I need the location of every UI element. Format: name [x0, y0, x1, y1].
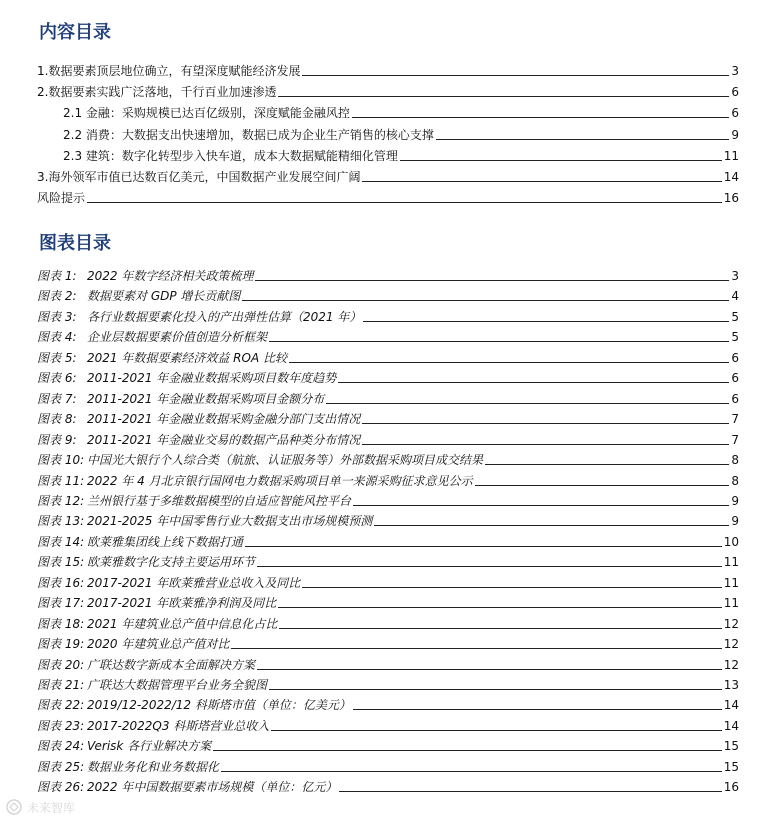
page-number: 11	[723, 555, 739, 570]
figure-entry[interactable]	[37, 633, 739, 652]
page-number: 11	[723, 596, 739, 611]
figure-label: 图表 9:	[37, 432, 77, 447]
figure-entry[interactable]	[37, 285, 739, 304]
figure-label: 图表 21:	[37, 678, 85, 692]
figures-heading: 图表目录	[39, 233, 111, 254]
figure-label: 图表 2:	[37, 289, 77, 304]
watermark-text: 未来智库	[27, 800, 76, 815]
dot-leader	[302, 75, 729, 76]
dot-leader	[352, 117, 729, 118]
figure-entry[interactable]	[37, 306, 739, 325]
dot-leader	[353, 709, 722, 710]
page-number: 15	[723, 759, 739, 774]
figure-label: 图表 19:	[37, 637, 85, 652]
figure-entry[interactable]	[37, 388, 739, 407]
figure-entry[interactable]	[37, 572, 739, 591]
dot-leader	[221, 771, 722, 772]
figure-label: 图表 6:	[37, 371, 77, 386]
figure-entry[interactable]	[37, 470, 739, 489]
page-number: 12	[723, 616, 739, 631]
page-number: 5	[731, 309, 739, 324]
figure-label: 图表 5:	[37, 350, 77, 365]
page-number: 9	[731, 493, 739, 508]
toc-entry-title: 1.数据要素顶层地位确立，有望深度赋能经济发展	[37, 64, 301, 78]
figure-entry-title: 2022 年数字经济相关政策梳理	[87, 269, 254, 283]
figure-label: 图表 1:	[37, 269, 77, 283]
figure-entry-title: 2022 年 4 月北京银行国网电力数据采购项目单一来源采购征求意见公示	[87, 473, 473, 488]
toc-entry[interactable]	[37, 81, 739, 100]
page-number: 12	[723, 657, 739, 672]
figure-label: 图表 12:	[37, 493, 85, 508]
dot-leader	[362, 423, 729, 424]
page-number: 10	[723, 534, 739, 549]
figure-entry-title: 欧莱雅集团线上线下数据打通	[87, 534, 244, 549]
figure-entry-title: 2017-2021 年欧莱雅营业总收入及同比	[87, 575, 301, 590]
figure-label: 图表 26:	[37, 780, 85, 795]
figure-entry[interactable]	[37, 367, 739, 386]
figure-entry[interactable]	[37, 613, 739, 632]
toc-entry[interactable]	[37, 60, 739, 79]
page-number: 4	[731, 289, 739, 304]
figure-entry[interactable]	[37, 776, 739, 795]
dot-leader	[353, 505, 729, 506]
page-number: 5	[731, 330, 739, 345]
figure-entry[interactable]	[37, 449, 739, 468]
figure-label: 图表 14:	[37, 534, 85, 549]
dot-leader	[363, 321, 729, 322]
figure-label: 图表 3:	[37, 309, 77, 324]
figure-entry-title: 2011-2021 年金融业数据采购项目数年度趋势	[87, 371, 337, 386]
figure-label: 图表 18:	[37, 616, 85, 631]
page-number: 15	[723, 739, 739, 754]
dot-leader	[257, 669, 722, 670]
page-number: 8	[731, 453, 739, 468]
page-number: 8	[731, 473, 739, 488]
figure-entry-title: 2021 年建筑业总产值中信息化占比	[87, 616, 278, 631]
page-number: 11	[723, 148, 739, 163]
page-number: 16	[723, 780, 739, 795]
toc-entry[interactable]	[37, 187, 739, 206]
contents-heading: 内容目录	[39, 22, 111, 43]
figure-entry-title: 广联达数字新成本全面解决方案	[87, 657, 256, 672]
dot-leader	[436, 139, 729, 140]
watermark	[5, 796, 125, 818]
page-number: 13	[723, 678, 739, 692]
dot-leader	[362, 181, 721, 182]
dot-leader	[271, 730, 721, 731]
figure-label: 图表 25:	[37, 759, 85, 774]
dot-leader	[302, 587, 721, 588]
page-number: 14	[723, 698, 739, 713]
figure-label: 图表 4:	[37, 330, 77, 345]
toc-entry-title: 2.数据要素实践广泛落地，千行百业加速渗透	[37, 85, 277, 100]
figure-entry-title: 2011-2021 年金融业数据采购项目金额分布	[87, 391, 325, 406]
figure-entry-title: Verisk 各行业解决方案	[87, 739, 212, 754]
toc-entry[interactable]	[63, 145, 739, 164]
figure-label: 图表 17:	[37, 596, 85, 611]
page-number: 9	[731, 514, 739, 529]
dot-leader	[213, 750, 722, 751]
page-number: 6	[731, 371, 739, 386]
toc-entry[interactable]	[63, 124, 739, 143]
figure-label: 图表 8:	[37, 412, 77, 427]
toc-entry[interactable]	[63, 102, 739, 121]
figure-label: 图表 23:	[37, 718, 85, 733]
figure-entry-title: 企业层数据要素价值创造分析框架	[87, 330, 268, 345]
figure-entry[interactable]	[37, 674, 739, 693]
dot-leader	[279, 628, 721, 629]
figure-entry[interactable]	[37, 715, 739, 734]
toc-entry-title: 3.海外领军市值已达数百亿美元，中国数据产业发展空间广阔	[37, 170, 361, 184]
page-number: 9	[731, 127, 739, 142]
figure-entry-title: 各行业数据要素化投入的产出弹性估算（2021 年）	[87, 309, 362, 324]
figure-entry-title: 数据要素对 GDP 增长贡献图	[87, 289, 241, 304]
figure-entry[interactable]	[37, 694, 739, 713]
figure-entry-title: 2020 年建筑业总产值对比	[87, 637, 230, 652]
dot-leader	[338, 382, 729, 383]
toc-entry[interactable]	[37, 166, 739, 185]
dot-leader	[278, 96, 729, 97]
figure-entry-title: 数据业务化和业务数据化	[87, 759, 220, 774]
figure-label: 图表 13:	[37, 514, 85, 529]
dot-leader	[374, 525, 729, 526]
page-number: 14	[723, 718, 739, 733]
figure-label: 图表 10:	[37, 453, 85, 468]
page-number: 3	[731, 64, 739, 78]
page-number: 7	[731, 432, 739, 447]
dot-leader	[289, 362, 729, 363]
figure-entry-title: 2011-2021 年金融业数据采购金融分部门支出情况	[87, 412, 361, 427]
page-number: 16	[723, 191, 739, 206]
dot-leader	[475, 485, 730, 486]
page-number: 11	[723, 575, 739, 590]
figure-label: 图表 11:	[37, 473, 85, 488]
figure-entry-title: 2022 年中国数据要素市场规模（单位：亿元）	[87, 780, 338, 795]
figure-label: 图表 22:	[37, 698, 85, 713]
figure-entry-title: 2021-2025 年中国零售行业大数据支出市场规模预测	[87, 514, 373, 529]
dot-leader	[339, 791, 721, 792]
toc-entry-title: 风险提示	[37, 191, 86, 206]
figure-entry[interactable]	[37, 551, 739, 570]
dot-leader	[231, 648, 721, 649]
figure-entry-title: 兰州银行基于多维数据模型的自适应智能风控平台	[87, 493, 352, 508]
page-number: 7	[731, 412, 739, 427]
figure-label: 图表 24:	[37, 739, 85, 754]
dot-leader	[242, 300, 729, 301]
figure-entry-title: 2021 年数据要素经济效益 ROA 比较	[87, 350, 287, 365]
dot-leader	[400, 160, 722, 161]
page-number: 6	[731, 85, 739, 100]
dot-leader	[362, 444, 729, 445]
figure-entry-title: 2017-2021 年欧莱雅净利润及同比	[87, 596, 277, 611]
figure-entry-title: 中国光大银行个人综合类（航旅、认证服务等）外部数据采购项目成交结果	[87, 453, 484, 468]
dot-leader	[278, 607, 721, 608]
dot-leader	[257, 566, 722, 567]
page-number: 3	[731, 269, 739, 283]
figure-label: 图表 7:	[37, 391, 77, 406]
figure-entry[interactable]	[37, 531, 739, 550]
dot-leader	[245, 546, 722, 547]
figure-entry[interactable]	[37, 510, 739, 529]
page-number: 6	[731, 391, 739, 406]
page-number: 12	[723, 637, 739, 652]
dot-leader	[269, 689, 722, 690]
page-number: 6	[731, 350, 739, 365]
figure-entry[interactable]	[37, 429, 739, 448]
figure-entry[interactable]	[37, 654, 739, 673]
figure-entry-title: 广联达大数据管理平台业务全貌图	[87, 678, 268, 692]
figure-entry[interactable]	[37, 490, 739, 509]
figure-entry[interactable]	[37, 347, 739, 366]
figure-entry-title: 2019/12-2022/12 科斯塔市值（单位：亿美元）	[87, 698, 351, 713]
figure-entry-title: 2017-2022Q3 科斯塔营业总收入	[87, 718, 270, 733]
figure-entry[interactable]	[37, 326, 739, 345]
toc-entry-title: 2.1 金融：采购规模已达百亿级别，深度赋能金融风控	[63, 106, 350, 121]
figure-label: 图表 15:	[37, 555, 85, 570]
dot-leader	[87, 202, 722, 203]
logo-icon	[5, 798, 23, 816]
page-number: 14	[723, 170, 739, 184]
figure-label: 图表 16:	[37, 575, 85, 590]
figure-entry[interactable]	[37, 735, 739, 754]
figure-entry[interactable]	[37, 756, 739, 775]
dot-leader	[326, 403, 729, 404]
figure-entry-title: 欧莱雅数字化支持主要运用环节	[87, 555, 256, 570]
figure-entry[interactable]	[37, 592, 739, 611]
figure-label: 图表 20:	[37, 657, 85, 672]
toc-entry-title: 2.2 消费：大数据支出快速增加，数据已成为企业生产销售的核心支撑	[63, 127, 434, 142]
dot-leader	[255, 280, 729, 281]
figure-entry[interactable]	[37, 408, 739, 427]
dot-leader	[269, 341, 729, 342]
toc-entry-title: 2.3 建筑：数字化转型步入快车道，成本大数据赋能精细化管理	[63, 148, 398, 163]
figure-entry-title: 2011-2021 年金融业交易的数据产品种类分布情况	[87, 432, 361, 447]
page-number: 6	[731, 106, 739, 121]
dot-leader	[485, 464, 729, 465]
figure-entry[interactable]	[37, 265, 739, 284]
